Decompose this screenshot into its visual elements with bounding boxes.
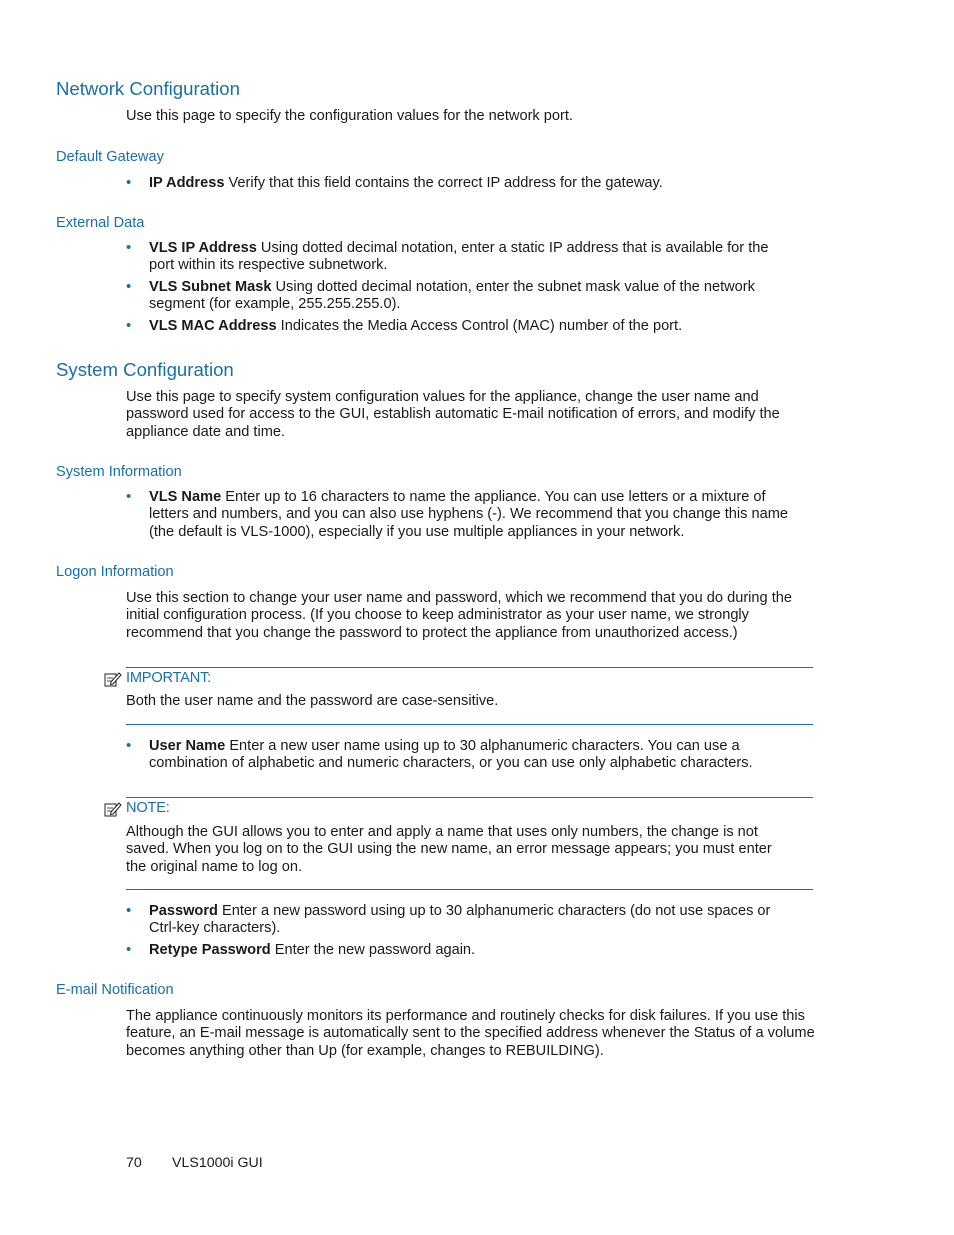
item-text: Enter the new password again.: [270, 942, 476, 958]
item-text: Verify that this field contains the correct IP address for the gateway.: [224, 175, 663, 191]
external-data-heading: External Data: [56, 215, 145, 231]
item-term: VLS IP Address: [149, 240, 257, 256]
divider: [126, 724, 813, 725]
system-configuration-intro: Use this page to specify system configuration values for the appliance, change the user name and password used for access to the GUI, establish automatic E-mail notification of errors, and modify the appliance date and time.: [126, 389, 780, 440]
bullet-icon: •: [126, 902, 132, 919]
note-pencil-icon: [104, 801, 122, 817]
bullet-icon: •: [126, 239, 132, 256]
item-text: Using dotted decimal notation, enter a static IP address that is available for the port within its respective subnetwork.: [149, 240, 769, 274]
item-term: IP Address: [149, 175, 225, 191]
note-pencil-icon: [104, 671, 122, 687]
note-text: Although the GUI allows you to enter and apply a name that uses only numbers, the change is not saved. When you log on to the GUI using the new name, an error message appears; you must enter the original name to log on.: [126, 824, 772, 875]
bullet-icon: •: [126, 488, 132, 505]
divider: [126, 667, 813, 668]
default-gateway-heading: Default Gateway: [56, 149, 164, 165]
page-number: 70: [126, 1155, 142, 1171]
item-text: Enter up to 16 characters to name the appliance. You can use letters or a mixture of letters and numbers, and you can also use hyphens (-). We recommend that you change this name (the default is VLS-1000), especially if you use multiple appliances in your network.: [149, 489, 788, 540]
bullet-icon: •: [126, 278, 132, 295]
system-configuration-heading: System Configuration: [56, 359, 234, 380]
note-label: NOTE:: [126, 800, 170, 816]
email-notification-text: The appliance continuously monitors its performance and routinely checks for disk failures. If you use this feature, an E-mail message is automatically sent to the specified address whenever the Status of a volume becomes anything other than Up (for example, changes to REBUILDING).: [126, 1008, 815, 1059]
bullet-icon: •: [126, 174, 132, 191]
item-text: Enter a new password using up to 30 alphanumeric characters (do not use spaces or Ctrl-key characters).: [149, 903, 771, 937]
important-text: Both the user name and the password are case-sensitive.: [126, 693, 499, 709]
email-notification-heading: E-mail Notification: [56, 982, 174, 998]
bullet-icon: •: [126, 941, 132, 958]
item-text: Using dotted decimal notation, enter the subnet mask value of the network segment (for example, 255.255.255.0).: [149, 279, 755, 313]
divider: [126, 889, 813, 890]
network-configuration-intro: Use this page to specify the configuration values for the network port.: [126, 108, 573, 124]
network-configuration-heading: Network Configuration: [56, 78, 240, 99]
important-label: IMPORTANT:: [126, 670, 212, 686]
logon-information-intro: Use this section to change your user name and password, which we recommend that you do during the initial configuration process. (If you choose to keep administrator as your user name, we strongly recommend that you change the password to protect the appliance from unauthorized access.): [126, 590, 793, 641]
item-term: VLS MAC Address: [149, 318, 277, 334]
item-term: VLS Name: [149, 489, 222, 505]
item-term: Retype Password: [149, 942, 271, 958]
system-information-heading: System Information: [56, 464, 182, 480]
item-term: Password: [149, 903, 218, 919]
item-text: Indicates the Media Access Control (MAC) number of the port.: [276, 318, 683, 334]
item-term: User Name: [149, 738, 226, 754]
item-text: Enter a new user name using up to 30 alphanumeric characters. You can use a combination of alphabetic and numeric characters, or you can use only alphabetic characters.: [149, 738, 753, 772]
footer-section-title: VLS1000i GUI: [172, 1155, 263, 1171]
item-term: VLS Subnet Mask: [149, 279, 272, 295]
logon-information-heading: Logon Information: [56, 564, 174, 580]
bullet-icon: •: [126, 317, 132, 334]
divider: [126, 797, 813, 798]
bullet-icon: •: [126, 737, 132, 754]
